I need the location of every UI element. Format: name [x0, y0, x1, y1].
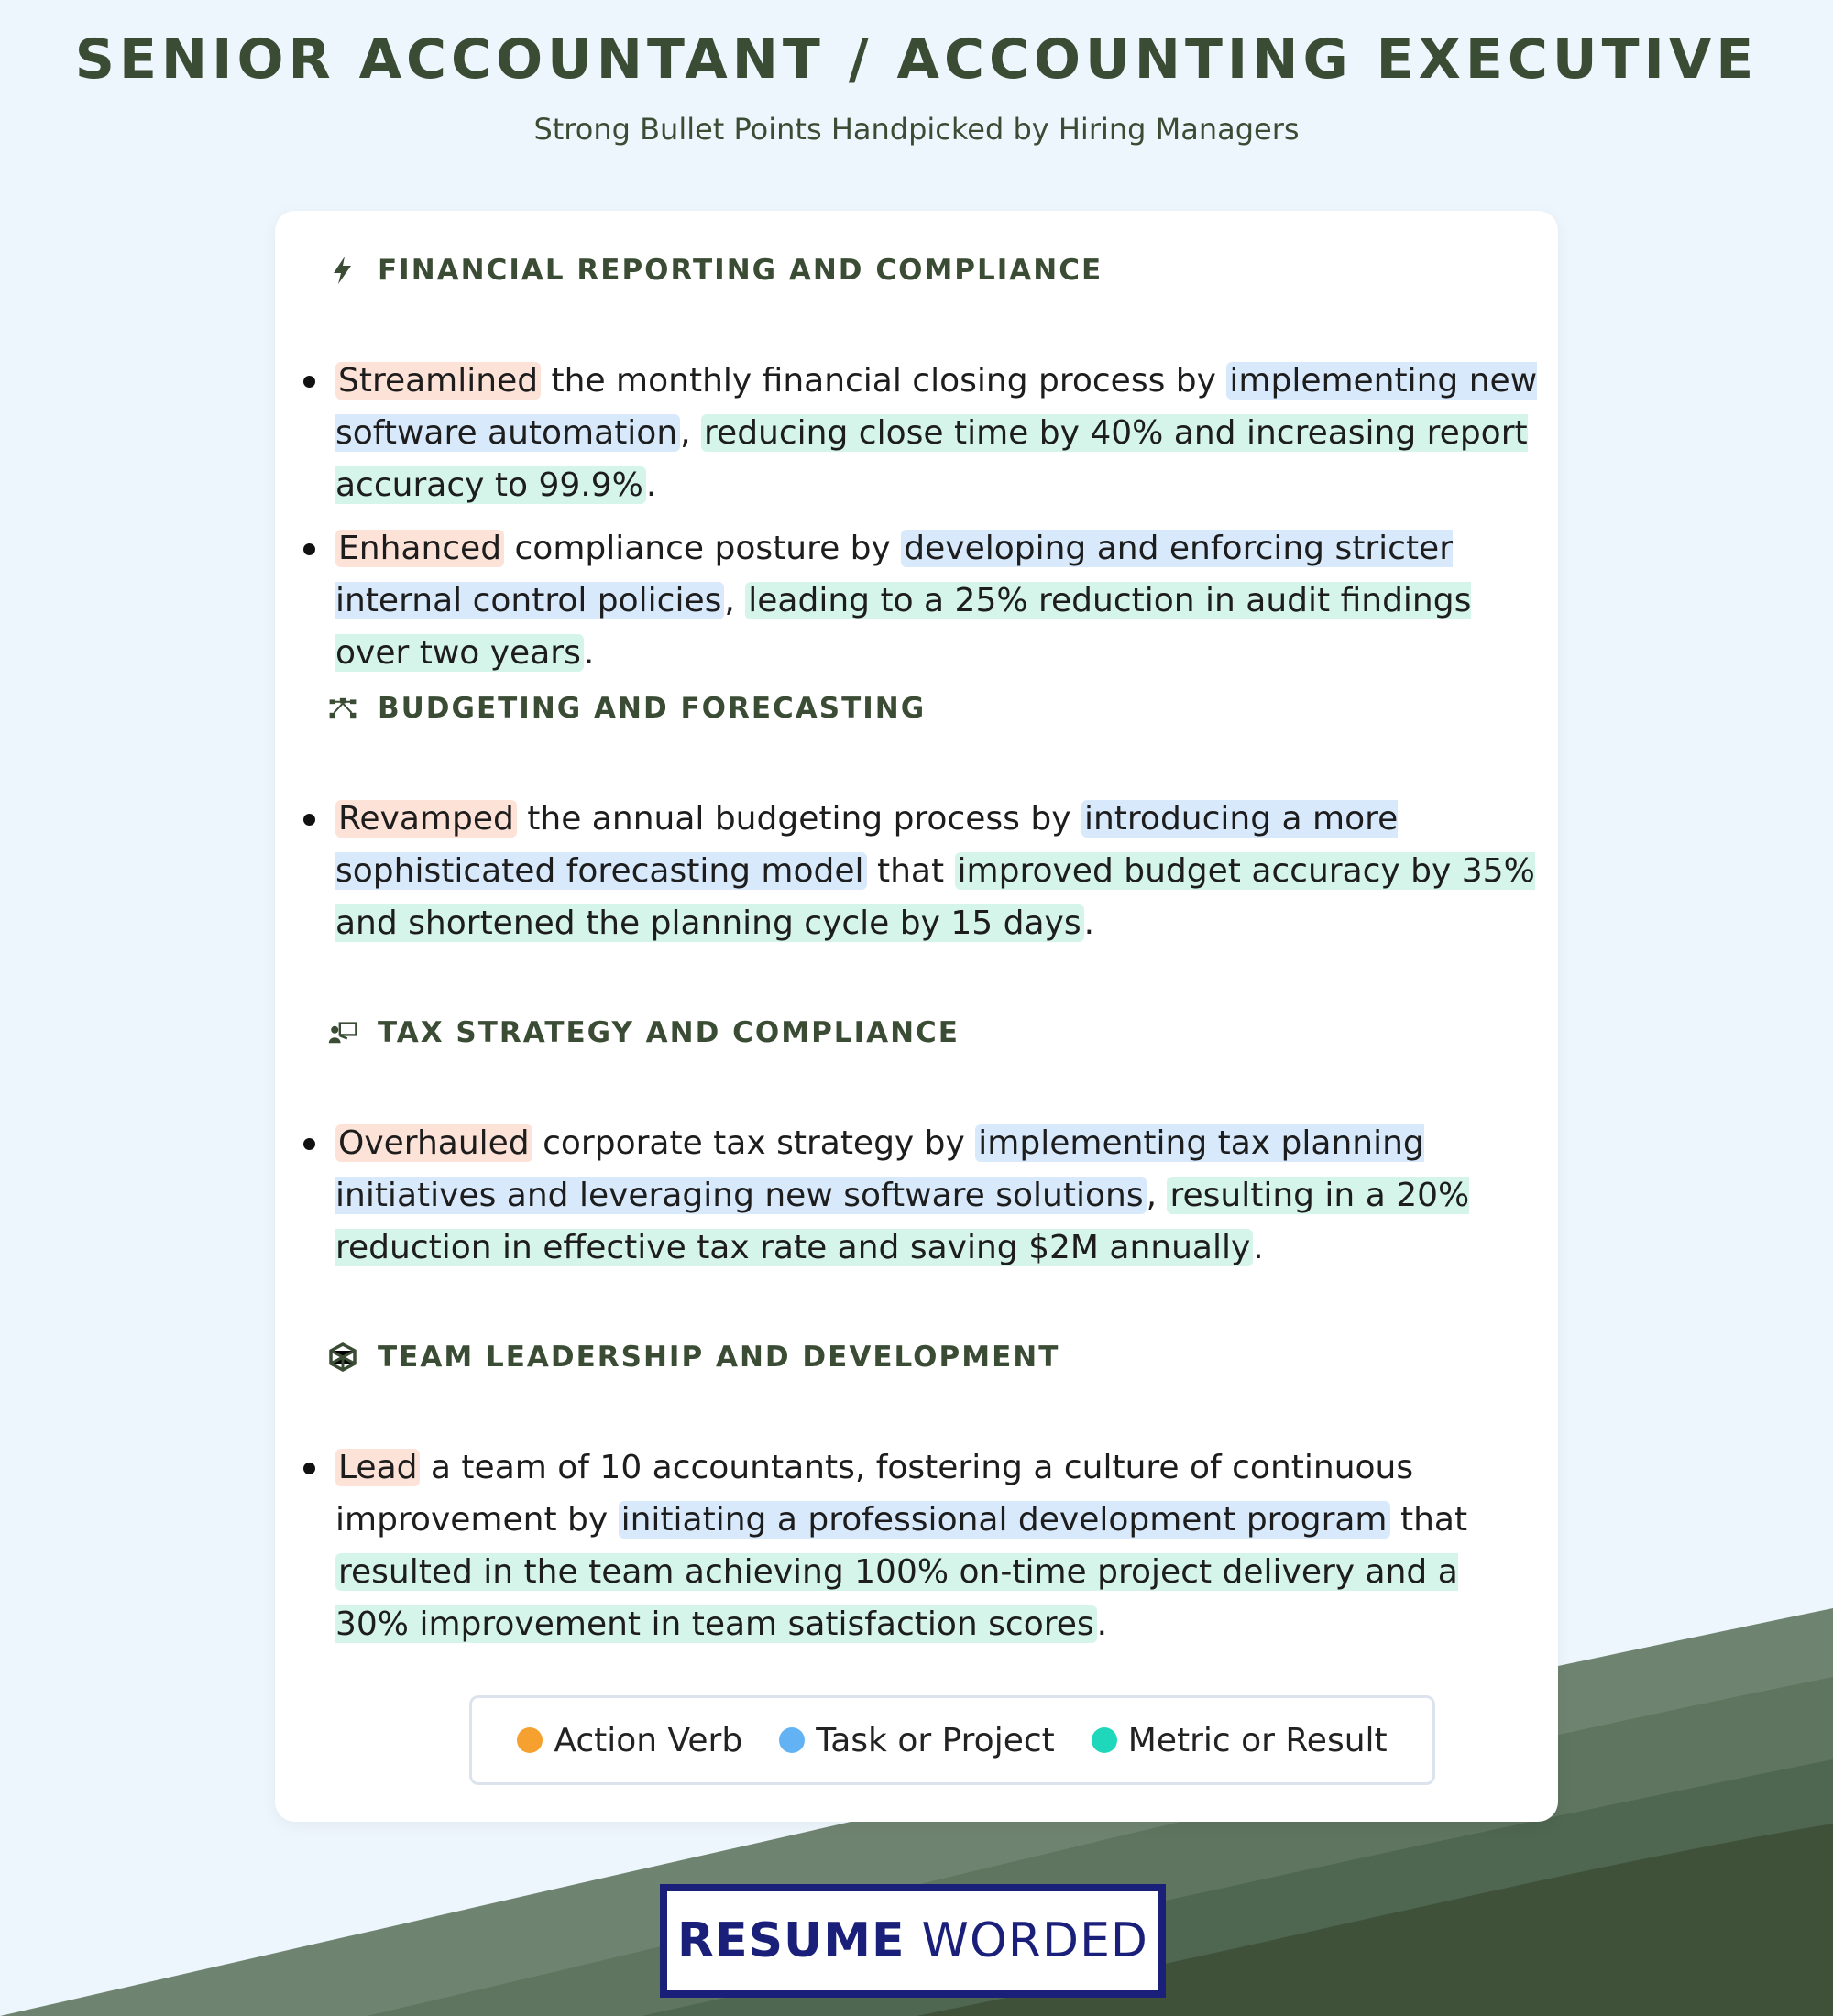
bullet-text: that [866, 852, 955, 890]
legend-label: Metric or Result [1127, 1721, 1388, 1759]
task-highlight: implementing new software automation [335, 362, 1538, 452]
metric-highlight: resulting in a 20% reduction in effective tax rate and saving $2M annually [335, 1177, 1470, 1266]
action-verb-highlight: Revamped [335, 800, 517, 838]
section-title: TEAM LEADERSHIP AND DEVELOPMENT [378, 1341, 1060, 1374]
page-subtitle: Strong Bullet Points Handpicked by Hiring Managers [533, 112, 1300, 147]
page-title: SENIOR ACCOUNTANT / ACCOUNTING EXECUTIVE [74, 27, 1759, 92]
legend-dot [517, 1727, 543, 1753]
bullet-text: corporate tax strategy by [532, 1124, 976, 1162]
task-highlight: implementing tax planning initiatives and leveraging new software solutions [335, 1124, 1424, 1214]
section-heading [328, 1339, 1059, 1375]
bullet-text: . [1083, 904, 1095, 942]
bullet-list [275, 793, 1558, 960]
metric-highlight: leading to a 25% reduction in audit findings over two years [335, 582, 1472, 672]
bullet-text: . [1096, 1605, 1108, 1643]
section-title: BUDGETING AND FORECASTING [378, 692, 927, 725]
legend-item-task [779, 1722, 1055, 1759]
brand-logo-light: WORDED [921, 1913, 1148, 1968]
bullet-item [275, 1441, 1558, 1650]
lightning-bolt-icon [328, 256, 357, 285]
bullet-text: . [645, 466, 657, 504]
brand-logo[interactable] [660, 1884, 1166, 1998]
bullet-item [275, 522, 1558, 679]
hexagon-network-icon [328, 1342, 357, 1372]
task-highlight: introducing a more sophisticated forecasting model [335, 800, 1399, 890]
page-header [0, 27, 1833, 147]
bullet-item [275, 793, 1558, 949]
section-heading [328, 252, 1103, 289]
legend-dot [779, 1727, 805, 1753]
bullet-text: a team of 10 accountants, fostering a culture of continuous improvement by [335, 1449, 1414, 1539]
diagram-nodes-icon [328, 694, 357, 723]
brand-logo-bold: RESUME [677, 1913, 906, 1968]
bullet-text: , [1146, 1177, 1168, 1214]
section-title: FINANCIAL REPORTING AND COMPLIANCE [378, 254, 1103, 287]
bullet-text: that [1389, 1501, 1468, 1539]
metric-highlight: resulted in the team achieving 100% on-time project delivery and a 30% improvement in team satisfaction scores [335, 1553, 1458, 1643]
action-verb-highlight: Streamlined [335, 362, 541, 400]
bullet-item [275, 355, 1558, 511]
action-verb-highlight: Lead [335, 1449, 420, 1486]
metric-highlight: improved budget accuracy by 35% and shortened the planning cycle by 15 days [335, 852, 1535, 942]
section-heading [328, 1014, 960, 1051]
bullet-item [275, 1117, 1558, 1274]
presenter-board-icon [328, 1018, 357, 1047]
bullet-text: . [1253, 1229, 1264, 1266]
bullet-text: the monthly financial closing process by [541, 362, 1227, 400]
section-title: TAX STRATEGY AND COMPLIANCE [378, 1016, 960, 1049]
bullet-text: the annual budgeting process by [516, 800, 1081, 838]
bullet-list [275, 355, 1558, 690]
task-highlight: initiating a professional development program [619, 1501, 1390, 1539]
section-heading [328, 690, 926, 727]
legend-dot [1092, 1727, 1117, 1753]
legend-item-action-verb [517, 1722, 742, 1759]
action-verb-highlight: Enhanced [335, 530, 504, 567]
action-verb-highlight: Overhauled [335, 1124, 532, 1162]
task-highlight: developing and enforcing stricter internal control policies [335, 530, 1454, 619]
bullet-text: , [680, 414, 702, 452]
bullet-text: . [583, 634, 595, 672]
metric-highlight: reducing close time by 40% and increasing report accuracy to 99.9% [335, 414, 1528, 504]
legend-label: Action Verb [554, 1721, 743, 1759]
bullet-text: compliance posture by [504, 530, 902, 567]
bullet-list [275, 1117, 1558, 1285]
bullet-text: , [724, 582, 746, 619]
bullet-card [275, 211, 1558, 1822]
legend-label: Task or Project [816, 1721, 1055, 1759]
highlight-legend [469, 1695, 1435, 1785]
bullet-list [275, 1441, 1558, 1661]
legend-item-metric [1092, 1722, 1388, 1759]
